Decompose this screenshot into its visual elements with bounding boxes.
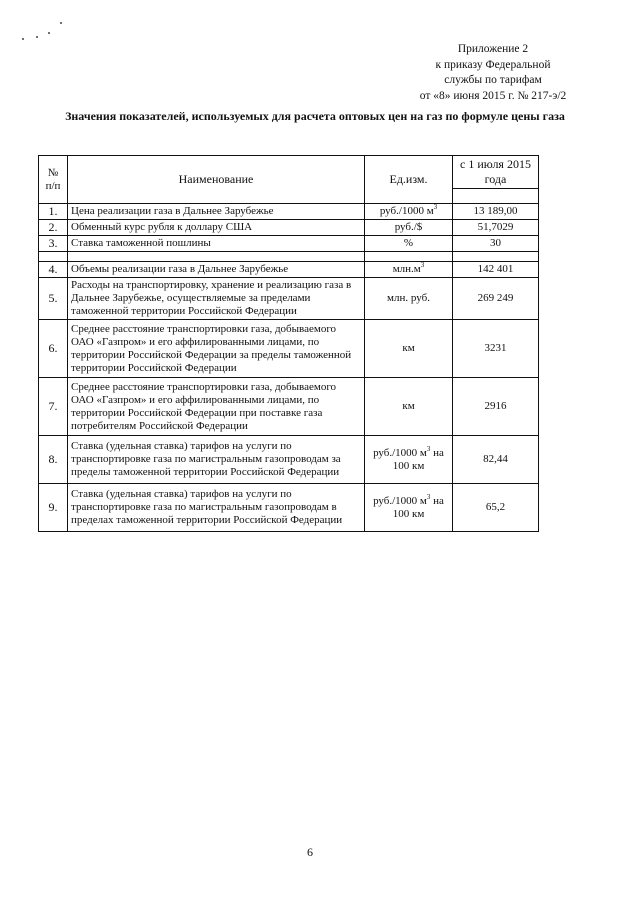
row-name: Ставка (удельная ставка) тарифов на услуги по транспортировке газа по магистральным газопроводам в пределах таможенной территории Российской Федерации xyxy=(68,484,365,532)
row-value: 13 189,00 xyxy=(453,204,539,220)
unit-text: % xyxy=(403,237,414,249)
row-value: 65,2 xyxy=(453,484,539,532)
table-row xyxy=(39,484,539,532)
unit-text: км xyxy=(402,400,415,412)
row-unit xyxy=(365,436,453,484)
unit-superscript: 3 xyxy=(426,492,431,501)
unit-tail: на 100 км xyxy=(392,494,444,520)
row-unit xyxy=(365,236,453,252)
table-row xyxy=(39,262,539,278)
row-name: Среднее расстояние транспортировки газа, добываемого ОАО «Газпром» и его аффилированными лицами, по территории Российской Федерации при поставке газа потребителям Российской Федерации xyxy=(68,378,365,436)
row-unit xyxy=(365,262,453,278)
appendix-line-3: службы по тарифам xyxy=(444,74,542,86)
document-title: Значения показателей, используемых для расчета оптовых цен на газ по формуле цены газа xyxy=(65,109,565,123)
row-value: 2916 xyxy=(453,378,539,436)
row-number: 5. xyxy=(39,278,68,320)
row-name: Обменный курс рубля к доллару США xyxy=(68,220,365,236)
table-row xyxy=(39,278,539,320)
row-unit xyxy=(365,378,453,436)
row-name: Объемы реализации газа в Дальнее Зарубежье xyxy=(68,262,365,278)
row-name: Расходы на транспортировку, хранение и реализацию газа в Дальнее Зарубежье, осуществляемые за пределами таможенной территории Российской Федерации xyxy=(68,278,365,320)
unit-tail: на 100 км xyxy=(392,446,444,472)
row-number: 1. xyxy=(39,204,68,220)
row-value: 82,44 xyxy=(453,436,539,484)
appendix-line-2: к приказу Федеральной xyxy=(435,58,551,71)
header-num: № п/п xyxy=(39,156,68,204)
appendix-line-1: Приложение 2 xyxy=(457,43,529,55)
row-value: 142 401 xyxy=(453,262,539,278)
row-number: 2. xyxy=(39,220,68,236)
appendix-header xyxy=(388,42,598,104)
header-date: с 1 июля 2015 года xyxy=(453,156,539,189)
row-value: 3231 xyxy=(453,320,539,378)
table-header-row xyxy=(39,156,539,189)
row-unit xyxy=(365,484,453,532)
row-number: 4. xyxy=(39,262,68,278)
row-value: 269 249 xyxy=(453,278,539,320)
row-name: Ставка таможенной пошлины xyxy=(68,236,365,252)
row-value: 51,7029 xyxy=(453,220,539,236)
header-name: Наименование xyxy=(68,156,365,204)
row-unit xyxy=(365,278,453,320)
spacer-cell xyxy=(365,252,453,262)
unit-text: руб./$ xyxy=(394,221,423,233)
indicators-table xyxy=(38,155,539,532)
row-number: 3. xyxy=(39,236,68,252)
spacer-cell xyxy=(68,252,365,262)
unit-text: руб./1000 м xyxy=(373,494,427,507)
row-unit xyxy=(365,204,453,220)
row-name: Ставка (удельная ставка) тарифов на услуги по транспортировке газа по магистральным газопроводам за пределы таможенной территории Российской Федерации xyxy=(68,436,365,484)
table-row xyxy=(39,220,539,236)
table-row xyxy=(39,236,539,252)
table-row xyxy=(39,320,539,378)
unit-text: млн. руб. xyxy=(387,292,430,304)
appendix-line-4: от «8» июня 2015 г. № 217-э/2 xyxy=(419,89,567,102)
spacer-cell xyxy=(453,252,539,262)
table-row xyxy=(39,436,539,484)
row-name: Цена реализации газа в Дальнее Зарубежье xyxy=(68,204,365,220)
row-name: Среднее расстояние транспортировки газа, добываемого ОАО «Газпром» и его аффилированными лицами, по территории Российской Федерации за пределы таможенной территории Российской Федерации xyxy=(68,320,365,378)
unit-text: млн.м xyxy=(392,263,421,275)
row-number: 7. xyxy=(39,378,68,436)
row-unit xyxy=(365,220,453,236)
unit-superscript: 3 xyxy=(426,444,431,453)
unit-text: км xyxy=(402,342,415,354)
table-row xyxy=(39,378,539,436)
unit-text: руб./1000 м xyxy=(373,446,427,459)
row-unit xyxy=(365,320,453,378)
row-number: 9. xyxy=(39,484,68,532)
header-unit: Ед.изм. xyxy=(365,156,453,204)
table-row xyxy=(39,204,539,220)
unit-text: руб./1000 м xyxy=(379,205,434,217)
row-number: 6. xyxy=(39,320,68,378)
header-date-subcell xyxy=(453,189,539,204)
row-number: 8. xyxy=(39,436,68,484)
row-value: 30 xyxy=(453,236,539,252)
table-spacer-row xyxy=(39,252,539,262)
unit-superscript: 3 xyxy=(433,203,438,211)
unit-superscript: 3 xyxy=(420,261,425,269)
page-number: 6 xyxy=(307,845,313,859)
spacer-cell xyxy=(39,252,68,262)
